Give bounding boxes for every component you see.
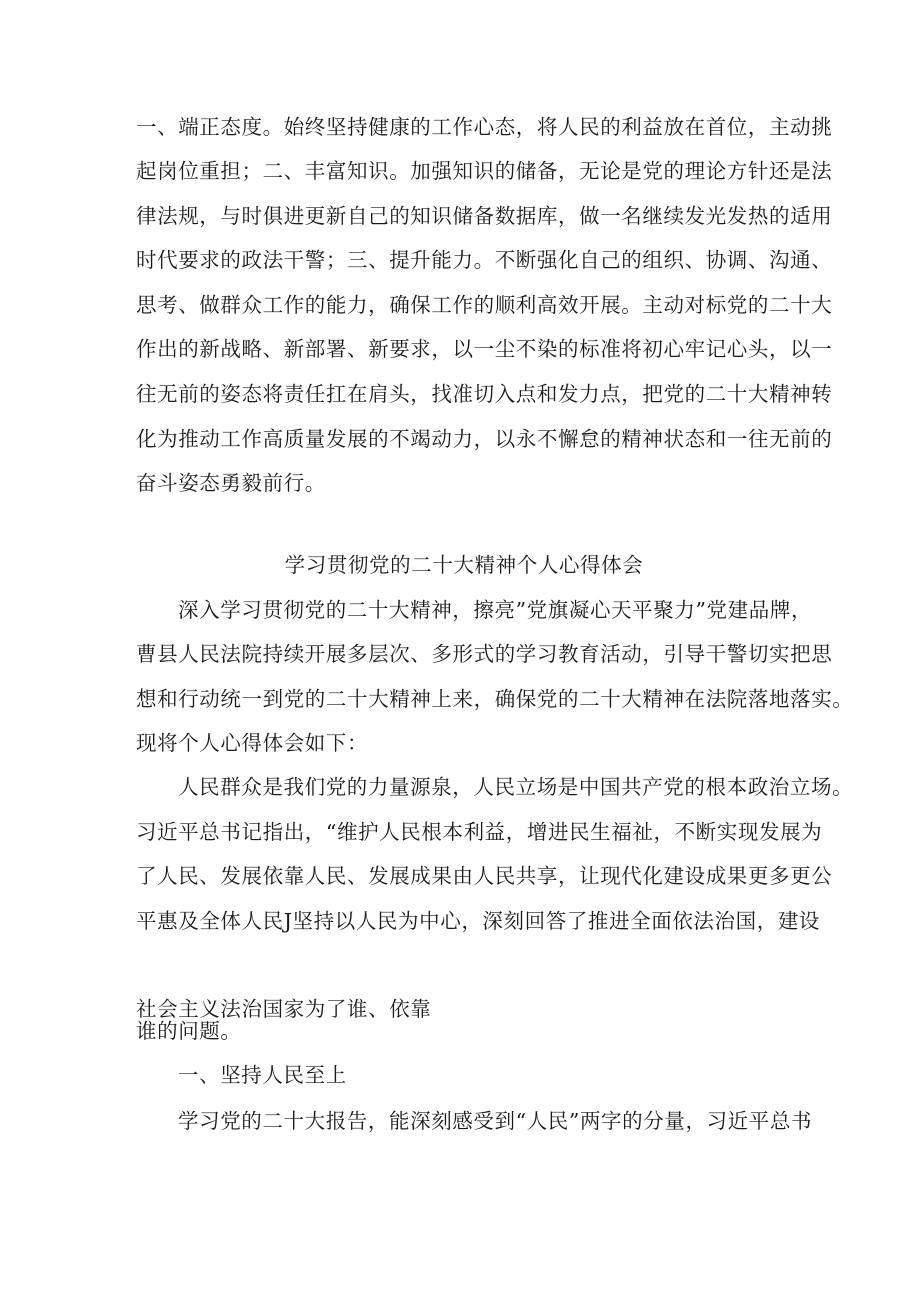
text-line: 了人民、发展依靠人民、发展成果由人民共享，让现代化建设成果更多更公: [136, 864, 833, 888]
text-line: 律法规，与时俱进更新自己的知识储备数据库，做一名继续发光发热的适用: [136, 204, 833, 228]
text-line: 奋斗姿态勇毅前行。: [136, 471, 326, 495]
text-line: 社会主义法治国家为了谁、依靠: [136, 997, 432, 1021]
section-subheading: 一、坚持人民至上: [178, 1063, 347, 1087]
text-line: 作出的新战略、新部署、新要求，以一尘不染的标准将初心牢记心头，以一: [136, 337, 833, 361]
text-line: 一、端正态度。始终坚持健康的工作心态，将人民的利益放在首位，主动挑: [136, 115, 833, 139]
text-line: 学习党的二十大报告，能深刻感受到“人民”两字的分量，习近平总书: [178, 1109, 813, 1133]
text-line: 思考、做群众工作的能力，确保工作的顺利高效开展。主动对标党的二十大: [136, 293, 833, 317]
text-line: 深入学习贯彻党的二十大精神，擦亮”党旗凝心天平聚力”党建品牌，: [178, 598, 813, 622]
article-title: 学习贯彻党的二十大精神个人心得体会: [284, 553, 644, 577]
text-line: 化为推动工作高质量发展的不竭动力，以永不懈怠的精神状态和一往无前的: [136, 427, 833, 451]
text-line: 人民群众是我们党的力量源泉，人民立场是中国共产党的根本政治立场。: [178, 775, 854, 799]
text-line: 往无前的姿态将责任扛在肩头，找准切入点和发力点，把党的二十大精神转: [136, 382, 833, 406]
text-line: 平惠及全体人民J坚持以人民为中心，深刻回答了推进全面依法治国，建设: [136, 909, 821, 933]
text-line: 想和行动统一到党的二十大精神上来，确保党的二十大精神在法院落地落实。: [136, 687, 854, 711]
text-line: 时代要求的政法干警；三、提升能力。不断强化自己的组织、协调、沟通、: [136, 248, 833, 272]
text-line: 曹县人民法院持续开展多层次、多形式的学习教育活动，引导干警切实把思: [136, 642, 833, 666]
text-line: 起岗位重担；二、丰富知识。加强知识的储备，无论是党的理论方针还是法: [136, 159, 833, 183]
text-line: 谁的问题。: [136, 1019, 242, 1043]
text-line: 现将个人心得体会如下：: [136, 731, 369, 755]
text-line: 习近平总书记指出，“维护人民根本利益，增进民生福祉，不断实现发展为: [136, 820, 823, 844]
